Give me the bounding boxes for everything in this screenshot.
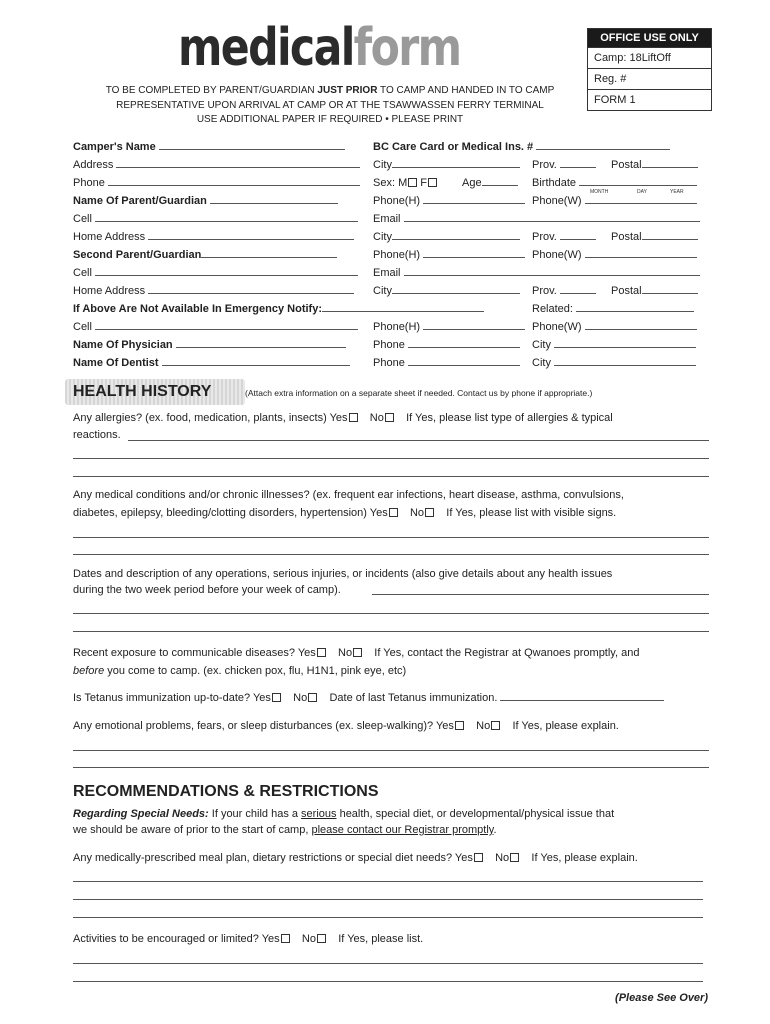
q1-text: Any allergies? (ex. food, medication, plants, insects) Yes	[73, 412, 348, 424]
home-address2-label: Home Address	[73, 285, 146, 297]
q7-no-label: No	[495, 852, 510, 864]
emotional-line-2[interactable]	[73, 767, 709, 768]
age-field[interactable]	[462, 176, 518, 190]
instructions	[90, 84, 570, 128]
parent-name-field[interactable]	[73, 194, 338, 208]
cell3-label: Cell	[73, 321, 92, 333]
city-label: City	[373, 159, 392, 171]
p1-contact-registrar: please contact our Registrar promptly	[311, 824, 494, 836]
campers-name-label: Camper's Name	[73, 141, 156, 153]
instr-line-3: USE ADDITIONAL PAPER IF REQUIRED • PLEASE PRINT	[196, 114, 464, 125]
q1-if-yes: If Yes, please list type of allergies & typical	[406, 412, 613, 424]
city3-field[interactable]	[373, 284, 520, 298]
phone-w-label: Phone(W)	[532, 195, 582, 207]
physician-field[interactable]	[73, 338, 346, 352]
q6-text: Any emotional problems, fears, or sleep disturbances (ex. sleep-walking)? Yes	[73, 720, 454, 732]
dentist-label: Name Of Dentist	[73, 357, 159, 369]
diet-line-2[interactable]	[73, 899, 703, 900]
dentist-phone-label: Phone	[373, 357, 405, 369]
email-field[interactable]	[373, 212, 700, 226]
parent-label: Name Of Parent/Guardian	[73, 195, 207, 207]
exposure-followup	[73, 663, 406, 680]
phone-h3-label: Phone(H)	[373, 321, 421, 333]
p1d: .	[493, 824, 497, 836]
prov2-field[interactable]	[532, 230, 596, 244]
diet-line-1[interactable]	[73, 881, 703, 882]
office-reg: Reg. #	[588, 68, 711, 89]
exposure-yes-checkbox[interactable]	[317, 648, 326, 657]
physician-label: Name Of Physician	[73, 339, 173, 351]
allergies-no-checkbox[interactable]	[385, 413, 394, 422]
second-parent-label: Second Parent/Guardian	[73, 249, 202, 261]
second-parent-field[interactable]	[73, 248, 337, 262]
prov2-label: Prov.	[532, 231, 557, 243]
dentist-city-label: City	[532, 357, 551, 369]
emergency-field[interactable]	[73, 302, 484, 316]
postal3-field[interactable]	[611, 284, 698, 298]
day-caption: DAY	[637, 189, 647, 195]
conditions-no-checkbox[interactable]	[425, 508, 434, 517]
activities-line-1[interactable]	[73, 963, 703, 964]
birthdate-label: Birthdate	[532, 177, 577, 189]
bc-care-field[interactable]	[373, 140, 670, 154]
q4-before: before	[73, 665, 105, 677]
related-field[interactable]	[532, 302, 694, 316]
diet-line-3[interactable]	[73, 917, 703, 918]
prov-field[interactable]	[532, 158, 596, 172]
activities-line-2[interactable]	[73, 981, 703, 982]
q2-text: diabetes, epilepsy, bleeding/clotting disorders, hypertension) Yes	[73, 507, 388, 519]
email-label: Email	[373, 213, 401, 225]
operations-question-b: during the two week period before your week of camp).	[73, 584, 341, 596]
title-medical: medical	[178, 18, 354, 78]
health-history-heading: HEALTH HISTORY	[73, 383, 212, 400]
year-caption: YEAR	[670, 189, 684, 195]
operations-question-a: Dates and description of any operations, serious injuries, or incidents (also give details about any health issues	[73, 568, 613, 580]
q8-no-label: No	[301, 933, 316, 945]
phone-w2-field[interactable]	[532, 248, 697, 262]
home-address-label: Home Address	[73, 231, 146, 243]
instr-line-1a: TO BE COMPLETED BY PARENT/GUARDIAN	[105, 85, 318, 96]
phone-h-label: Phone(H)	[373, 195, 421, 207]
p1b: health, special diet, or developmental/physical issue that	[336, 808, 615, 820]
allergies-reactions[interactable]	[73, 427, 121, 444]
emotional-no-checkbox[interactable]	[491, 721, 500, 730]
bc-care-label: BC Care Card or Medical Ins. #	[373, 141, 534, 153]
conditions-question-a: Any medical conditions and/or chronic illnesses? (ex. frequent ear infections, heart disease, asthma, convulsions,	[73, 489, 624, 501]
prov-label: Prov.	[532, 159, 557, 171]
special-needs-paragraph-a	[73, 806, 614, 823]
diet-yes-checkbox[interactable]	[474, 853, 483, 862]
exposure-no-checkbox[interactable]	[353, 648, 362, 657]
q5-text: Is Tetanus immunization up-to-date? Yes	[73, 692, 271, 704]
activities-question	[73, 931, 423, 948]
phone-w3-field[interactable]	[532, 320, 697, 334]
q7-if-yes: If Yes, please explain.	[531, 852, 638, 864]
city3-label: City	[373, 285, 392, 297]
related-label: Related:	[532, 303, 573, 315]
campers-name-field[interactable]	[73, 140, 345, 154]
postal-field[interactable]	[611, 158, 698, 172]
q6-no-label: No	[476, 720, 491, 732]
postal3-label: Postal	[611, 285, 642, 297]
p1-serious: serious	[301, 808, 337, 820]
dentist-field[interactable]	[73, 356, 350, 370]
cell2-label: Cell	[73, 267, 92, 279]
home-address-field[interactable]	[73, 230, 354, 244]
q4-if-yes: If Yes, contact the Registrar at Qwanoes promptly, and	[374, 647, 640, 659]
office-camp: Camp: 18LiftOff	[588, 47, 711, 68]
phone-w2-label: Phone(W)	[532, 249, 582, 261]
diet-no-checkbox[interactable]	[510, 853, 519, 862]
title-form: form	[353, 18, 461, 78]
special-needs-label: Regarding Special Needs:	[73, 808, 209, 820]
allergies-line-3[interactable]	[73, 476, 709, 477]
recommendations-heading: RECOMMENDATIONS & RESTRICTIONS	[73, 783, 379, 800]
dentist-city-field[interactable]	[532, 356, 696, 370]
q4-no-label: No	[338, 647, 353, 659]
phone-h3-field[interactable]	[373, 320, 525, 334]
exposure-question	[73, 645, 639, 662]
tetanus-yes-checkbox[interactable]	[272, 693, 281, 702]
conditions-yes-checkbox[interactable]	[389, 508, 398, 517]
form-title	[178, 18, 461, 78]
birthdate-field[interactable]	[532, 176, 697, 190]
phone-h2-label: Phone(H)	[373, 249, 421, 261]
allergies-question	[73, 410, 613, 427]
q4-followup-text: you come to camp. (ex. chicken pox, flu, H1N1, pink eye, etc)	[104, 665, 407, 677]
q8-text: Activities to be encouraged or limited? Yes	[73, 933, 280, 945]
emotional-yes-checkbox[interactable]	[455, 721, 464, 730]
age-label: Age	[462, 177, 482, 189]
sex-m-checkbox[interactable]	[408, 178, 417, 187]
city-field[interactable]	[373, 158, 520, 172]
sex-f-label: F	[420, 177, 428, 189]
email2-label: Email	[373, 267, 401, 279]
address-label: Address	[73, 159, 114, 171]
cell-label: Cell	[73, 213, 92, 225]
please-see-over: (Please See Over)	[615, 992, 708, 1004]
conditions-question-b	[73, 505, 616, 522]
health-history-note: (Attach extra information on a separate sheet if needed. Contact us by phone if appropriate.)	[245, 388, 593, 398]
physician-phone-field[interactable]	[373, 338, 520, 352]
postal2-field[interactable]	[611, 230, 698, 244]
q6-if-yes: If Yes, please explain.	[512, 720, 619, 732]
tetanus-question	[73, 690, 664, 707]
phone-w-field[interactable]	[532, 194, 697, 208]
postal2-label: Postal	[611, 231, 642, 243]
operations-line-1[interactable]	[372, 594, 709, 595]
p1a: If your child has a	[208, 808, 302, 820]
operations-line-3[interactable]	[73, 631, 709, 632]
q4-text: Recent exposure to communicable diseases? Yes	[73, 647, 316, 659]
q5-no-label: No	[293, 692, 308, 704]
activities-no-checkbox[interactable]	[317, 934, 326, 943]
physician-phone-label: Phone	[373, 339, 405, 351]
month-caption: MONTH	[590, 189, 609, 195]
phone-label: Phone	[73, 177, 105, 189]
physician-city-field[interactable]	[532, 338, 696, 352]
allergies-yes-checkbox[interactable]	[349, 413, 358, 422]
city2-label: City	[373, 231, 392, 243]
postal-label: Postal	[611, 159, 642, 171]
phone-h-field[interactable]	[373, 194, 525, 208]
physician-city-label: City	[532, 339, 551, 351]
conditions-line-2[interactable]	[73, 554, 709, 555]
q7-text: Any medically-prescribed meal plan, dietary restrictions or special diet needs? Yes	[73, 852, 473, 864]
phone-h2-field[interactable]	[373, 248, 525, 262]
parent-cell-field[interactable]	[73, 212, 358, 226]
sex-field	[373, 176, 437, 190]
address-field[interactable]	[73, 158, 360, 172]
allergies-line-2[interactable]	[73, 458, 709, 459]
operations-line-2[interactable]	[73, 613, 709, 614]
instr-line-1c: TO CAMP AND HANDED IN TO CAMP	[377, 85, 555, 96]
sex-label: Sex: M	[373, 177, 408, 189]
prov3-field[interactable]	[532, 284, 596, 298]
emergency-cell-field[interactable]	[73, 320, 358, 334]
tetanus-date-line[interactable]	[500, 691, 664, 701]
phone-field[interactable]	[73, 176, 360, 190]
office-use-heading: OFFICE USE ONLY	[588, 29, 711, 47]
dentist-phone-field[interactable]	[373, 356, 520, 370]
instr-line-1b: JUST PRIOR	[317, 85, 378, 96]
second-cell-field[interactable]	[73, 266, 358, 280]
p1c: we should be aware of prior to the start of camp,	[73, 824, 312, 836]
q8-if-yes: If Yes, please list.	[338, 933, 424, 945]
instr-line-2: REPRESENTATIVE UPON ARRIVAL AT CAMP OR AT THE TSAWWASSEN FERRY TERMINAL	[116, 99, 544, 111]
q1-reactions: reactions.	[73, 429, 121, 441]
conditions-line-1[interactable]	[73, 537, 709, 538]
q2-if-yes: If Yes, please list with visible signs.	[446, 507, 617, 519]
special-needs-paragraph-b	[73, 822, 497, 839]
activities-yes-checkbox[interactable]	[281, 934, 290, 943]
office-form: FORM 1	[588, 89, 711, 110]
home-address2-field[interactable]	[73, 284, 354, 298]
diet-question	[73, 850, 638, 867]
city2-field[interactable]	[373, 230, 520, 244]
q5-date-label: Date of last Tetanus immunization.	[329, 692, 498, 704]
emotional-line-1[interactable]	[73, 750, 709, 751]
tetanus-no-checkbox[interactable]	[308, 693, 317, 702]
emotional-question	[73, 718, 619, 735]
allergies-line-1[interactable]	[128, 440, 709, 441]
sex-f-checkbox[interactable]	[428, 178, 437, 187]
phone-w3-label: Phone(W)	[532, 321, 582, 333]
office-use-box	[587, 28, 712, 111]
q2-no-label: No	[409, 507, 425, 519]
email2-field[interactable]	[373, 266, 700, 280]
q1-no-label: No	[369, 412, 384, 424]
emergency-label: If Above Are Not Available In Emergency Notify:	[73, 303, 322, 315]
prov3-label: Prov.	[532, 285, 557, 297]
